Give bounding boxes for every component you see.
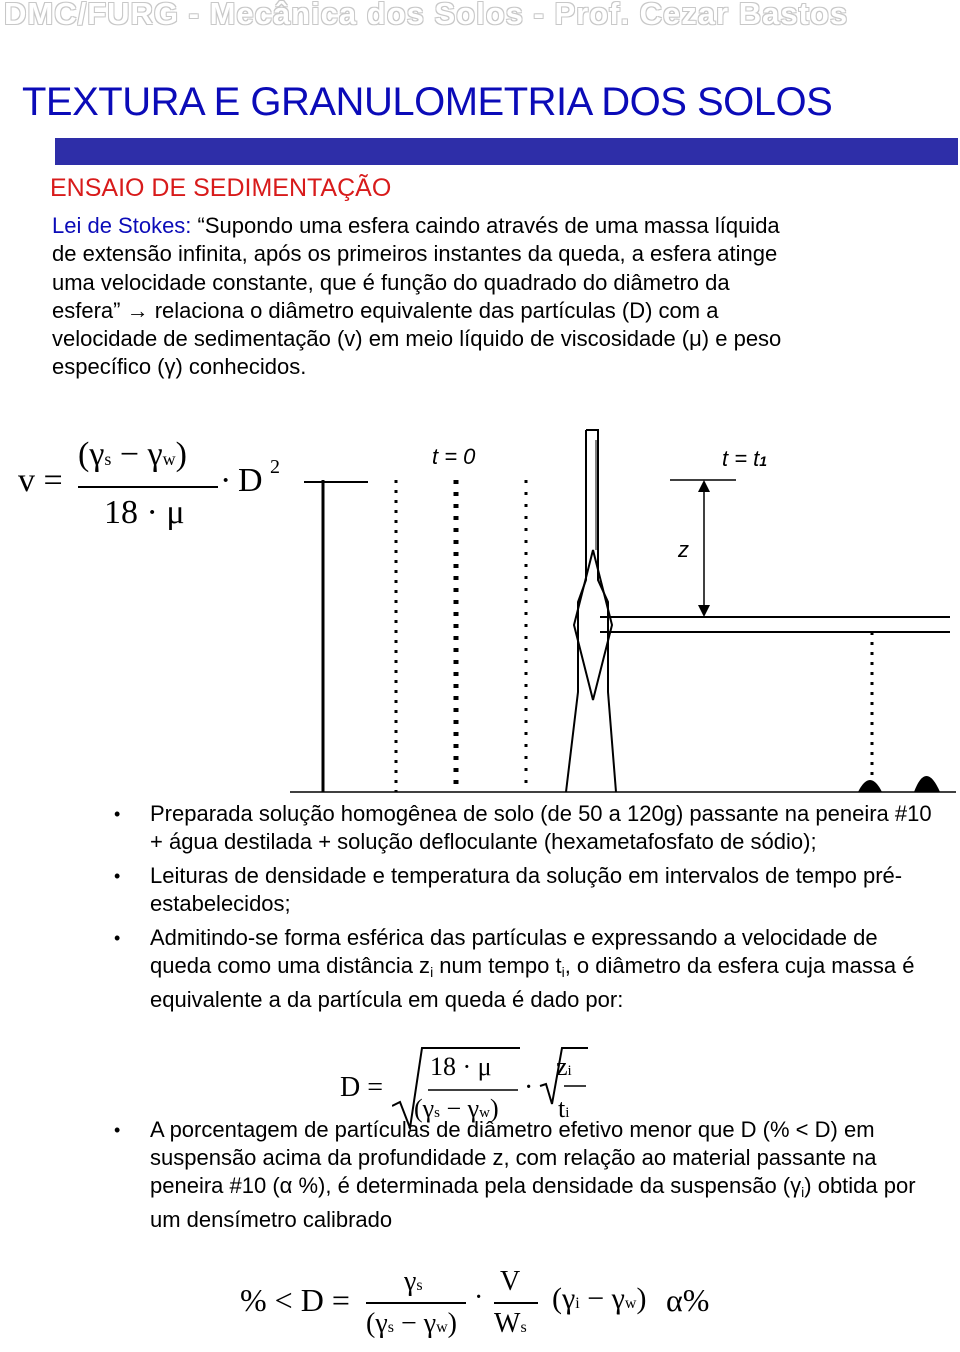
sediment-pile-1 [858, 780, 882, 792]
pct-dot: · [474, 1282, 484, 1313]
diam-lhs: D = [340, 1072, 384, 1103]
diam-z-main: z [556, 1052, 568, 1081]
pct-frac1-den-open: (γ [366, 1308, 388, 1339]
pct-frac2-den [494, 1308, 527, 1340]
pct-frac1-den-gw: γ [423, 1308, 437, 1339]
diam-den-minus: − [446, 1094, 462, 1123]
pct-frac2-num: V [500, 1266, 521, 1297]
stokes-gamma-s-sub: s [104, 449, 112, 469]
pct-frac1-num-sub: s [416, 1277, 423, 1294]
pct-gw: γ [611, 1282, 625, 1315]
list-item [112, 862, 942, 918]
diam-dot: · [524, 1072, 534, 1103]
diam-t [558, 1094, 569, 1124]
label-t0: t = 0 [432, 444, 476, 469]
label-t1-sub: 1 [759, 453, 768, 469]
bullet-text-3a: Admitindo-se forma esférica das partículas e expressando a velocidade de queda como uma distância z [150, 925, 878, 978]
page-title: TEXTURA E GRANULOMETRIA DOS SOLOS [22, 80, 833, 124]
diam-den-open: (γ [414, 1094, 435, 1123]
bullet-text-4a: A porcentagem de partículas de diâmetro efetivo menor que D (% < D) em suspensão acima da profundidade z, com relação ao material passante na peneira #10 (α %), é determinada pela densidade da suspensão (γ [150, 1117, 877, 1198]
pct-frac1-den-w: w [436, 1319, 448, 1336]
bullet-text-3b-sub: i [561, 964, 565, 980]
stokes-fraction-bar [78, 486, 218, 488]
bullet-text-3a-sub: i [430, 964, 434, 980]
pct-frac1-den-close: ) [447, 1308, 457, 1339]
law-text: “Supondo uma esfera caindo através de uma massa líquida de extensão infinita, após os primeiros instantes da queda, a esfera atinge uma velocidade constante, que é função do quadrado do diâmetro da esfera” → relaciona o diâmetro equivalente das partículas (D) com a velocidade de sedimentação (v) em meio líquido de viscosidade (μ) e peso específico (γ) conhecidos. [52, 213, 782, 380]
stokes-minus: − [119, 436, 140, 473]
stokes-gamma-s: γ [89, 436, 105, 473]
bullet-dot: • [114, 866, 121, 886]
header-watermark: DMC/FURG - Mecânica dos Solos - Prof. Cezar Bastos [4, 0, 849, 31]
stokes-exponent: 2 [270, 456, 280, 478]
pct-frac2-den-sub: s [520, 1319, 527, 1336]
stokes-num-close: ) [175, 436, 187, 473]
pct-frac1-num [404, 1266, 423, 1298]
list-item [112, 800, 942, 856]
bullet-text-1: Preparada solução homogênea de solo (de 50 a 120g) passante na peneira #10 + água destilada + solução defloculante (hexametafosfato de sódio); [150, 801, 932, 854]
diam-den-close: ) [490, 1094, 499, 1123]
pct-frac2-den-main: W [494, 1308, 521, 1339]
pct-minus: − [587, 1282, 605, 1315]
label-t1 [722, 446, 767, 472]
pct-frac1-den-minus: − [400, 1308, 417, 1339]
diam-z [556, 1052, 572, 1082]
stokes-num-open: ( [78, 436, 90, 473]
pct-frac1-bar [366, 1302, 466, 1304]
diam-den-w: w [479, 1105, 491, 1121]
diam-z-sub: i [567, 1063, 572, 1079]
stokes-numerator [78, 436, 187, 474]
pct-close: ) [636, 1282, 647, 1315]
stokes-gamma-w: γ [147, 436, 163, 473]
stokes-law-paragraph [52, 212, 952, 382]
z-arrow-head-top [698, 480, 710, 492]
pct-alpha: α% [666, 1282, 710, 1318]
sediment-pile-2 [914, 776, 940, 792]
procedure-list [112, 800, 942, 1240]
z-arrow-head-bottom [698, 605, 710, 617]
stokes-denominator: 18 · μ [104, 494, 185, 531]
hydrometer-bulb [574, 550, 612, 700]
bullet-text-4a-sub: i [801, 1184, 805, 1200]
bullet-dot: • [114, 804, 121, 824]
sedimentation-figure [290, 420, 960, 800]
bullet-dot: • [114, 928, 121, 948]
bullet-dot: • [114, 1120, 121, 1140]
label-t1-main: t = t [722, 446, 760, 471]
diam-numerator: 18 · μ [430, 1052, 492, 1081]
diam-den-s: s [434, 1105, 440, 1121]
pct-frac1-den-s: s [387, 1319, 394, 1336]
pct-paren-term [552, 1282, 646, 1316]
title-underline-bar [55, 138, 958, 165]
law-label: Lei de Stokes: [52, 213, 192, 238]
stokes-times: · [220, 462, 232, 499]
diam-t-main: t [558, 1094, 566, 1123]
pct-frac1-num-main: γ [404, 1266, 417, 1297]
diam-t-sub: i [565, 1105, 570, 1121]
bullet-text-3b: num tempo t [433, 953, 562, 978]
stokes-gamma-w-sub: w [162, 449, 176, 469]
stokes-D: D [238, 462, 263, 499]
bullet-text-4b: ) obtida por um densímetro calibrado [150, 1173, 916, 1232]
section-title: ENSAIO DE SEDIMENTAÇÃO [50, 174, 392, 202]
bullet-text-2: Leituras de densidade e temperatura da solução em intervalos de tempo pré-estabelecidos; [150, 863, 903, 916]
pct-frac2-bar [494, 1302, 538, 1304]
pct-frac1-den [366, 1308, 457, 1340]
diam-denominator [414, 1094, 499, 1124]
pct-open: (γ [552, 1282, 576, 1315]
pct-gi-sub: i [575, 1295, 580, 1312]
stokes-lhs: v = [18, 462, 63, 499]
pct-lhs: % < D = [240, 1282, 350, 1318]
label-z: z [678, 537, 689, 562]
bullet-text-3c: , o diâmetro da esfera cuja massa é equivalente a da partícula em queda é dado por: [150, 953, 915, 1012]
diam-den-gw: γ [467, 1094, 480, 1123]
pct-gw-sub: w [624, 1295, 637, 1312]
